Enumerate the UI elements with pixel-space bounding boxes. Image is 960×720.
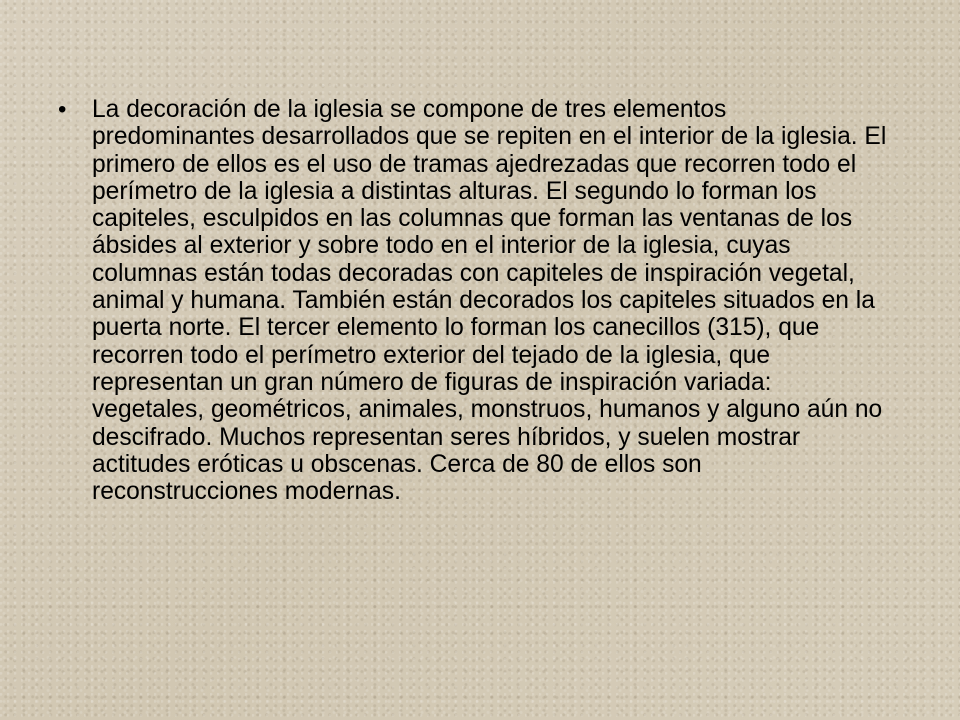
bullet-list [58,96,888,505]
bullet-icon: • [58,96,67,123]
paragraph-text: La decoración de la iglesia se compone de tres elementos predominantes desarrollados que se repiten en el interior de la iglesia. El primero de ellos es el uso de tramas ajedrezadas que recorren todo el perímetro de la iglesia a distintas alturas. El segundo lo forman los capiteles, esculpidos en las columnas que forman las ventanas de los ábsides al exterior y sobre todo en el interior de la iglesia, cuyas columnas están todas decoradas con capiteles de inspiración vegetal, animal y humana. También están decorados los capiteles situados en la puerta norte. El tercer elemento lo forman los canecillos (315), que recorren todo el perímetro exterior del tejado de la iglesia, que representan un gran número de figuras de inspiración variada: vegetales, geométricos, animales, monstruos, humanos y alguno aún no descifrado. Muchos representan seres híbridos, y suelen mostrar actitudes eróticas u obscenas. Cerca de 80 de ellos son reconstrucciones modernas. [92,96,887,506]
bullet-item [58,96,888,505]
